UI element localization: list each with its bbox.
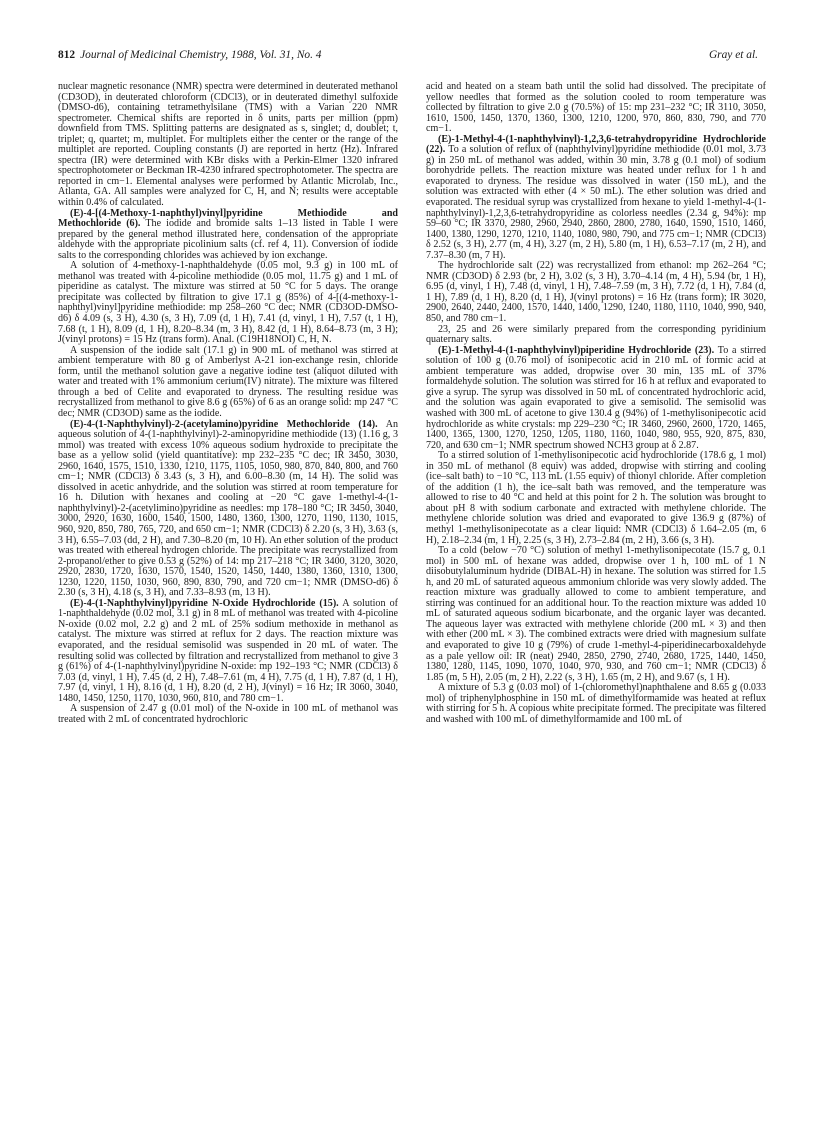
- paragraph: [58, 704, 398, 725]
- paragraph: [426, 451, 766, 546]
- compound-heading: (E)-4-(1-Naphthylvinyl)-2-(acetylamino)pyridine Methochloride (14).: [70, 418, 378, 430]
- paragraph: [426, 683, 766, 725]
- compound-heading: (E)-4-[(4-Methoxy-1-naphthyl)vinyl]pyridine Methiodide and Methochloride (6).: [58, 207, 398, 230]
- paragraph-text: The iodide and bromide salts 1–13 listed in Table I were prepared by the general method illustrated here, condensation of the appropriate aldehyde with the appropriate picolinium salts (cf. ref 4, 11). Conversion of iodide salts to the corresponding chlorides was achieved by ion exchange.: [58, 218, 398, 261]
- compound-heading: (E)-1-Methyl-4-(1-naphthylvinyl)-1,2,3,6-tetrahydropyridine Hydrochloride (22).: [426, 133, 766, 156]
- running-header: [58, 49, 758, 67]
- header-left: [58, 49, 322, 61]
- paragraph: [426, 82, 766, 135]
- left-column: [58, 82, 398, 725]
- paragraph: [58, 209, 398, 262]
- paragraph: [58, 82, 398, 209]
- paragraph: [426, 325, 766, 346]
- compound-heading: (E)-1-Methyl-4-(1-naphthylvinyl)piperidine Hydrochloride (23).: [438, 344, 715, 356]
- paragraph-text: To a solution of reflux of (naphthylvinyl)pyridine methiodide (0.01 mol, 3.73 g) in 250 mL of methanol was added, within 30 min, 3.78 g (0.1 mol) of sodium borohydride pellets. The reaction mixture was heated under reflux for 1 h and evaporated to dryness. The residue was dissolved in water (150 mL), and the solution was extracted with ether (4 × 50 mL). The ether solution was dried and evaporated. The residual syrup was crystallized from hexane to yield 1-methyl-4-(1-naphthylvinyl)-1,2,3,6-tetrahydropyridine as colorless needles (2.34 g, 94%): mp 59–60 °C; IR 3370, 2980, 2960, 2940, 2860, 2800, 2780, 1640, 1590, 1510, 1460, 1400, 1380, 1290, 1270, 1210, 1140, 1080, 980, 790, and 775 cm−1; NMR (CDCl3) δ 2.52 (s, 3 H), 2.77 (m, 4 H), 3.27 (m, 2 H), 5.80 (m, 1 H), 6.53–7.17 (m, 2 H), and 7.37–8.30 (m, 7 H).: [426, 144, 766, 261]
- paragraph-text: To a stirred solution of 100 g (0.76 mol) of isonipecotic acid in 210 mL of formic acid at ambient temperature was added, dropwise over 30 min, 135 mL of 37% formaldehyde solution. The solution was stirred for 16 h at reflux and evaporated to give a syrup. The syrup was dissolved in 50 mL of concentrated hydrochloric acid, and the solution was again evaporated to give a semisolid. The semisolid was washed with 300 mL of acetone to give 130.4 g (94%) of 1-methylisonipecotic acid hydrochloride as white crystals: mp 229–230 °C; IR 3460, 2960, 2600, 1720, 1465, 1400, 1365, 1300, 1270, 1250, 1205, 1180, 1160, 1040, 980, 955, 920, 875, 830, 720, and 630 cm−1; NMR spectrum showed NCH3 group at δ 2.87.: [426, 344, 766, 451]
- compound-heading: (E)-4-(1-Naphthylvinyl)pyridine N-Oxide Hydrochloride (15).: [70, 597, 339, 609]
- paragraph: [426, 135, 766, 262]
- paragraph: [426, 346, 766, 451]
- paragraph-text: To a cold (below −70 °C) solution of methyl 1-methylisonipecotate (15.7 g, 0.1 mol) in 500 mL of hexane was added, dropwise over 1 h, 100 mL of 1 N diisobutylaluminum hydride (DIBAL-H) in hexane. The solution was stirred for 1.5 h, and 20 mL of saturated aqueous ammonium chloride was very slowly added. The reaction mixture was gradually allowed to come to ambient temperature, and stirring was continued for an additional hour. To the reaction mixture was added 10 mL of saturated aqueous sodium bicarbonate, and the organic layer was decanted. The aqueous layer was extracted with methylene chloride (200 mL × 3) and then with ether (200 mL × 3). The combined extracts were dried with magnesium sulfate and evaporated to give 10 g (79%) of crude 1-methyl-4-piperidinecarboxaldehyde as a pale yellow oil: IR (neat) 2940, 2850, 2790, 2740, 2680, 1725, 1440, 1450, 1380, 1280, 1145, 1090, 1070, 1040, 970, 930, and 760 cm−1; NMR (CDCl3) δ 1.85 (m, 5 H), 2.05 (m, 2 H), 2.22 (s, 3 H), 1.65 (m, 2 H), and 9.67 (s, 1 H).: [426, 545, 766, 683]
- paragraph: [58, 261, 398, 345]
- author-line: Gray et al.: [708, 49, 758, 61]
- paragraph-text: A suspension of the iodide salt (17.1 g) in 900 mL of methanol was stirred at ambient temperature with 80 g of Amberlyst A-21 ion-exchange resin, chloride form, until the methanol solution gave a negative iodine test (aliquot diluted with water and treated with 1% ammonium cerium(IV) nitrate). The mixture was filtered through a bed of Celite and evaporated to dryness. The resulting residue was recrystallized from methanol to give 8.6 g (65%) of 6 as an orange solid: mp 247 °C dec; NMR (CD3OD) same as the iodide.: [58, 344, 398, 419]
- paragraph-text: An aqueous solution of 4-(1-naphthylvinyl)-2-aminopyridine methiodide (13) (1.16 g, 3 mmol) was treated with excess 10% aqueous sodium hydroxide to precipitate the base as a yellow solid (yield quantitative): mp 232–235 °C dec; IR 3450, 3030, 2960, 1640, 1575, 1510, 1330, 1210, 1175, 1105, 1050, 980, 870, 840, 800, and 760 cm−1; NMR (CDCl3) δ 3.43 (s, 3 H), and 6.00–8.30 (m, 14 H). The solid was dissolved in acetic anhydride, and the solution was stirred at room temperature for 16 h. Dilution with hexanes and cooling at −20 °C gave 1-methyl-4-(1-naphthylvinyl)-2-(acetylimino)pyridine as needles: mp 178–180 °C; IR 3450, 3040, 3000, 2920, 1630, 1600, 1540, 1500, 1480, 1360, 1300, 1270, 1190, 1130, 1015, 960, 920, 850, 780, 765, 720, and 650 cm−1; NMR (CDCl3) δ 2.20 (s, 3 H), 3.63 (s, 3 H), 6.55–7.03 (dd, 2 H), and 7.30–8.20 (m, 10 H). An ether solution of the product was treated with ethereal hydrogen chloride. The precipitate was recrystallized from 2-propanol/ether to give 0.53 g (52%) of 14: mp 217–218 °C; IR 3400, 3120, 3020, 2920, 2830, 1720, 1630, 1570, 1540, 1520, 1450, 1440, 1380, 1360, 1310, 1300, 1230, 1220, 1150, 1030, 960, 890, 830, 790, and 720 cm−1; NMR (DMSO-d6) δ 2.30 (s, 3 H), 4.18 (s, 3 H), and 7.33–8.93 (m, 13 H).: [58, 418, 398, 599]
- paragraph: [58, 346, 398, 420]
- paragraph-text: A solution of 1-naphthaldehyde (0.02 mol, 3.1 g) in 8 mL of methanol was treated with 4-picoline N-oxide (0.02 mol, 2.2 g) and 2 mL of 25% sodium methoxide in methanol as catalyst. The mixture was stirred at reflux for 2 days. The reaction mixture was evaporated, and the residual semisolid was suspended in 20 mL of water. The resulting solid was collected by filtration and recrystallized from methanol to give 3 g (61%) of 4-(1-naphthylvinyl)pyridine N-oxide: mp 192–193 °C; NMR (CDCl3) δ 7.03 (d, vinyl, 1 H), 7.45 (d, 2 H), 7.48–7.61 (m, 4 H), 7.75 (d, 1 H), 7.87 (d, 1 H), 7.97 (d, vinyl, 1 H), 8.16 (d, 1 H), 8.20 (d, 2 H), J(vinyl) = 16 Hz; IR 3060, 3040, 1480, 1450, 1250, 1170, 1030, 960, 810, and 780 cm−1.: [58, 597, 398, 704]
- right-column: [426, 82, 766, 725]
- paragraph-text: 23, 25 and 26 were similarly prepared from the corresponding pyridinium quaternary salts.: [426, 323, 766, 346]
- paragraph-text: A solution of 4-methoxy-1-naphthaldehyde (0.05 mol, 9.3 g) in 100 mL of methanol was treated with 4-picoline methiodide (0.05 mol, 11.75 g) and 1 mL of piperidine as catalyst. The mixture was stirred at 50 °C for 5 days. The orange precipitate was collected by filtration to give 17.1 g (85%) of 4-[(4-methoxy-1-naphthyl)vinyl]pyridine methiodide: mp 258–260 °C dec; NMR (CD3OD-DMSO-d6) δ 4.09 (s, 3 H), 4.30 (s, 3 H), 7.09 (d, 1 H), 7.41 (d, vinyl, 1 H), 7.57 (t, 1 H), 7.68 (t, 1 H), 8.09 (d, 1 H), 8.20–8.34 (m, 3 H), 8.42 (d, 1 H), 8.64–8.73 (m, 3 H); J(vinyl protons) = 15 Hz (trans form). Anal. (C19H18NOI) C, H, N.: [58, 260, 398, 346]
- page-number: 812: [58, 49, 76, 61]
- paragraph: [58, 420, 398, 599]
- paragraph: [58, 599, 398, 704]
- paragraph: [426, 546, 766, 683]
- paragraph-text: acid and heated on a steam bath until the solid had dissolved. The precipitate of yellow needles that formed as the solution cooled to room temperature was collected by filtration to give 2.0 g (70.5%) of 15: mp 231–232 °C; IR 3110, 3050, 1610, 1500, 1450, 1370, 1360, 1300, 1210, 1200, 970, 860, 830, 790, and 770 cm−1.: [426, 81, 766, 135]
- paragraph-text: A mixture of 5.3 g (0.03 mol) of 1-(chloromethyl)naphthalene and 8.65 g (0.033 mol) of triphenylphosphine in 150 mL of dimethylformamide was heated at reflux with stirring for 5 h. A copious white precipitate formed. The precipitate was filtered and washed with 100 mL of dimethylformamide and 100 mL of: [426, 682, 766, 725]
- journal-citation: Journal of Medicinal Chemistry, 1988, Vol. 31, No. 4: [80, 49, 322, 61]
- paragraph-text: A suspension of 2.47 g (0.01 mol) of the N-oxide in 100 mL of methanol was treated with 2 mL of concentrated hydrochloric: [58, 703, 398, 725]
- paragraph-text: nuclear magnetic resonance (NMR) spectra were determined in deuterated methanol (CD3OD), in deuterated chloroform (CDCl3), or in deuterated dimethyl sulfoxide (DMSO-d6), containing tetramethylsilane (TMS) with a Varian 220 NMR spectrometer. Chemical shifts are reported in δ units, parts per million (ppm) downfield from TMS. Splitting patterns are designated as s, singlet; d, doublet; t, triplet; q, quartet; m, multiplet. For multiplets either the center or the range of the multiplet are reported. Coupling constants (J) are reported in hertz (Hz). Infrared spectra (IR) were determined with KBr disks with a Perkin-Elmer 1320 infrared spectrophotometer or Beckman IR-4230 infrared spectrophotometer. The spectra are reported in cm−1. Elemental analyses were performed by Atlantic Microlab, Inc., Atlanta, GA. All samples were analyzed for C, H, and N; results were acceptable within 0.4% of calculated.: [58, 81, 398, 209]
- paragraph-text: The hydrochloride salt (22) was recrystallized from ethanol: mp 262–264 °C; NMR (CD3OD) δ 2.93 (br, 2 H), 3.02 (s, 3 H), 3.70–4.14 (m, 4 H), 5.94 (br, 1 H), 6.95 (d, vinyl, 1 H), 7.48 (d, vinyl, 1 H), 7.48–7.59 (m, 3 H), 7.72 (d, 1 H), 7.84 (d, 1 H), 7.89 (d, 1 H), 8.20 (d, 1 H), J(vinyl protons) = 16 Hz (trans form); IR 3020, 2900, 2640, 2440, 2400, 1570, 1440, 1400, 1290, 1240, 1180, 1110, 1040, 990, 940, 850, and 780 cm−1.: [426, 260, 766, 325]
- paragraph-text: To a stirred solution of 1-methylisonipecotic acid hydrochloride (178.6 g, 1 mol) in 350 mL of methanol (8 equiv) was added, dropwise with stirring and cooling (ice–salt bath) to −10 °C, 113 mL (1.55 equiv) of thionyl chloride. After completion of the addition (1 h), the ice–salt bath was removed, and the temperature was allowed to rise to 40 °C and held at this point for 2 h. The solution was brought to about pH 8 with sodium carbonate and extracted with methylene chloride. The methylene chloride solution was dried and evaporated to give 136.9 g (87%) of methyl 1-methylisonipecotate as a clear liquid: NMR (CDCl3) δ 1.64–2.05 (m, 6 H), 2.18–2.34 (m, 1 H), 2.25 (s, 3 H), 2.73–2.84 (m, 2 H), 3.66 (s, 3 H).: [426, 450, 766, 546]
- paragraph: [426, 261, 766, 324]
